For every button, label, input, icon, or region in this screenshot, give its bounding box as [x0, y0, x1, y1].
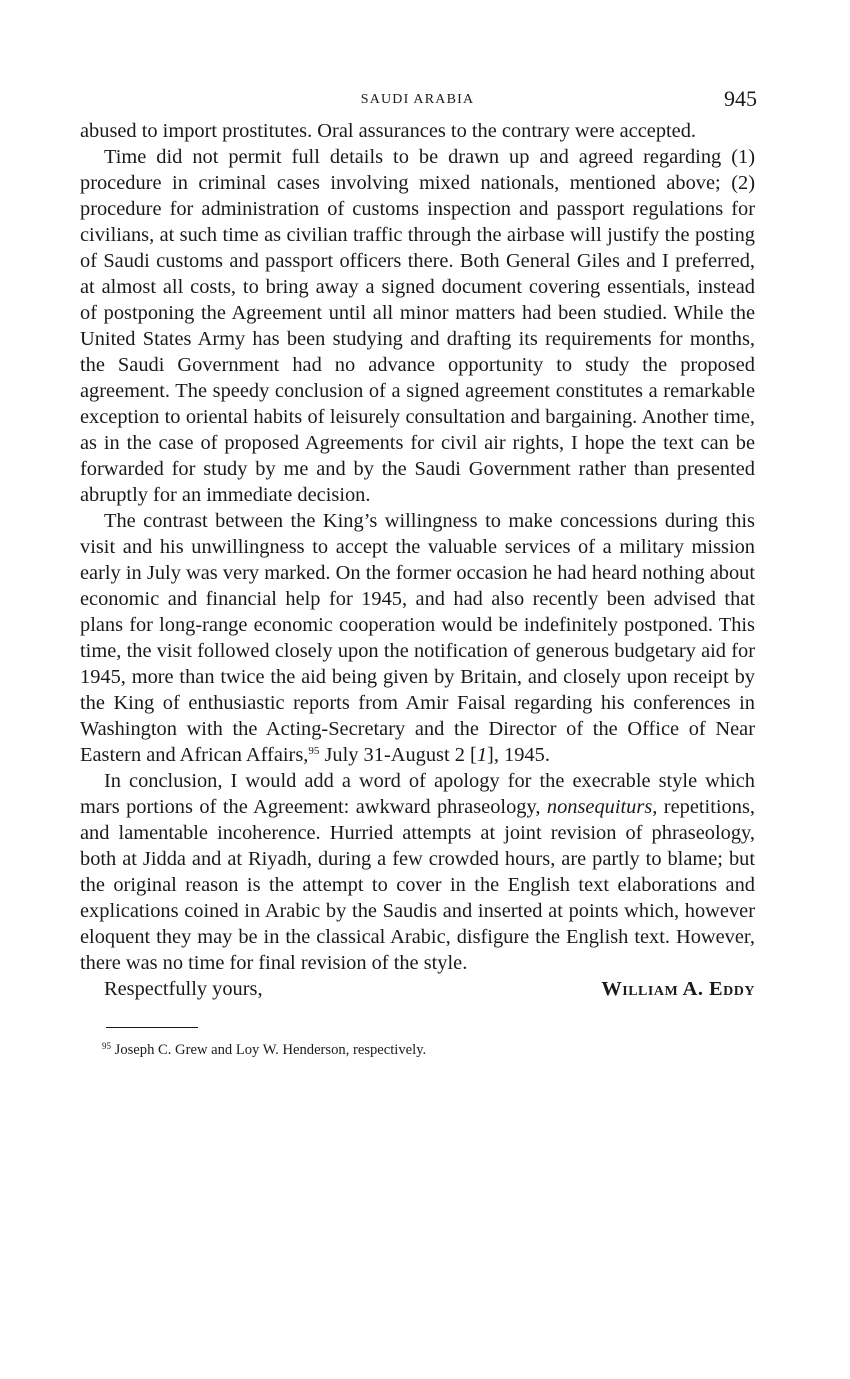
page-number: 945	[724, 86, 757, 111]
paragraph-contrast	[80, 508, 755, 768]
conclusion-italic-term: nonsequiturs	[546, 796, 653, 818]
footnote-divider	[106, 1027, 198, 1028]
letter-body	[80, 118, 755, 976]
date-text-editorial: 1	[476, 744, 488, 766]
closing-salutation: Respectfully yours,	[104, 978, 263, 1000]
footnote-text: Joseph C. Grew and Loy W. Henderson, respectively.	[114, 1042, 427, 1058]
paragraph-contrast-text: The contrast between the King’s willingness to make concessions during this visit and his unwillingness to accept the valuable services of a military mission early in July was very marked. On the former occasion he had heard nothing about economic and financial help for 1945, and had also recently been advised that plans for long-range economic cooperation would be indefinitely postponed. This time, the visit followed closely upon the notification of generous budgetary aid for 1945, more than twice the aid being given by Britain, and closely upon receipt by the King of enthusiastic reports from Amir Faisal regarding his conferences in Washington with the Acting-Secretary and the Director of the Office of Near Eastern and African Affairs,	[80, 510, 755, 766]
running-title: SAUDI ARABIA	[360, 92, 475, 107]
paragraph-conclusion	[80, 768, 755, 976]
conclusion-text-start: In conclusion, I would add a word of apology for the execrable style which mars portions of the Agreement: awkward phraseology,	[80, 770, 755, 818]
document-page	[80, 0, 755, 1059]
letter-closing	[80, 976, 755, 1002]
date-text-start: July 31-August 2 [	[319, 744, 477, 766]
paragraph-continued: abused to import prostitutes. Oral assurances to the contrary were accepted.	[80, 120, 697, 142]
footnote	[102, 1041, 755, 1059]
running-header	[80, 86, 755, 126]
paragraph-details: Time did not permit full details to be drawn up and agreed regarding (1) procedure in criminal cases involving mixed nationals, mentioned above; (2) procedure for administration of customs inspection and passport regulations for civilians, at such time as civilian traffic through the airbase will justify the posting of Saudi customs and passport officers there. Both General Giles and I preferred, at almost all costs, to bring away a signed document covering essentials, instead of postponing the Agreement until all minor matters had been studied. While the United States Army has been studying and drafting its requirements for months, the Saudi Government had no advance opportunity to study the proposed agreement. The speedy conclusion of a signed agreement constitutes a remarkable exception to oriental habits of leisurely consultation and bargaining. Another time, as in the case of proposed Agreements for civil air rights, I hope the text can be forwarded for study by me and by the Saudi Government rather than presented abruptly for an immediate decision.	[80, 146, 755, 506]
conclusion-text-end: , repetitions, and lamentable incoherence. Hurried attempts at joint revision of phraseology, both at Jidda and at Riyadh, during a few crowded hours, are partly to blame; but the original reason is the attempt to cover in the English text elaborations and explications coined in Arabic by the Saudis and inserted at points which, however eloquent they may be in the classical Arabic, disfigure the English text. However, there was no time for final revision of the style.	[80, 796, 755, 974]
date-text-end: ], 1945.	[487, 744, 550, 766]
signature: William A. Eddy	[601, 978, 755, 1000]
footnote-marker: 95	[102, 1041, 111, 1051]
footnote-reference: 95	[308, 745, 320, 757]
